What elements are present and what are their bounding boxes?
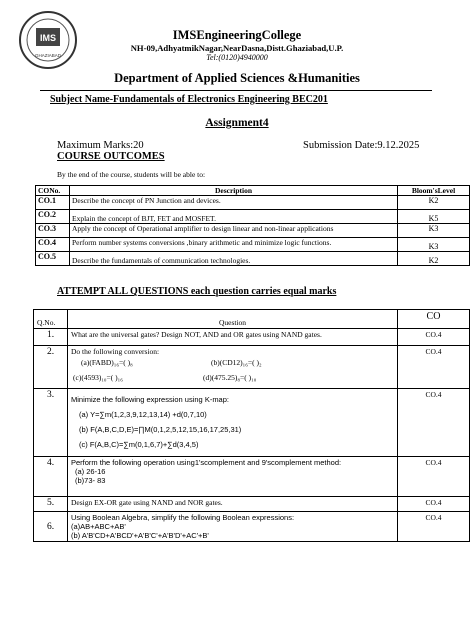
svg-text:GHAZIABAD: GHAZIABAD [34, 53, 62, 58]
co-header: CO [398, 310, 470, 329]
part-a: (a)AB+ABC+AB' [71, 522, 126, 531]
co-level: K2 [398, 252, 470, 266]
qno-header: Q.No. [34, 310, 68, 329]
question-number: 4. [34, 457, 68, 497]
question-text [68, 346, 398, 389]
assignment-title: Assignment4 [205, 117, 269, 129]
course-outcomes-intro: By the end of the course, students will be able to: [57, 170, 206, 179]
co-description: Describe the concept of PN Junction and devices. [70, 196, 398, 210]
question-number: 2. [34, 346, 68, 389]
subject-name: Subject Name-Fundamentals of Electronics Engineering BEC201 [50, 94, 328, 105]
questions-table [33, 309, 470, 542]
table-row [36, 210, 470, 224]
blooms-level-header: Bloom'sLevel [398, 186, 470, 196]
part-c: (c)(4593)₁₀=( )₁₆ [73, 373, 123, 382]
header-divider [40, 90, 432, 91]
table-row [36, 196, 470, 210]
question-header: Question [68, 310, 398, 329]
table-row [36, 238, 470, 252]
question-intro: Perform the following operation using1'scomplement and 9'scomplement method: [71, 458, 342, 467]
co-description: Perform number systems conversions ,binary arithmetic and minimize logic functions. [70, 238, 398, 252]
college-address: NH-09,AdhyatmikNagar,NearDasna,Distt.Ghaziabad,U.P. [130, 43, 344, 53]
question-intro: Using Boolean Algebra, simplify the following Boolean expressions: [71, 513, 295, 522]
table-row [34, 389, 470, 457]
conversion-row-1 [71, 358, 394, 367]
part-d: (d)(475.25)₈=( )₁₀ [203, 373, 257, 382]
svg-text:IMS: IMS [39, 33, 57, 43]
co-description: Describe the fundamentals of communication technologies. [70, 252, 398, 266]
question-co: CO.4 [398, 346, 470, 389]
co-id: CO.5 [36, 252, 70, 266]
max-marks: Maximum Marks:20 [57, 140, 144, 151]
table-header-row [36, 186, 470, 196]
table-row [34, 512, 470, 542]
department-title: Department of Applied Sciences &Humanities [114, 71, 360, 85]
question-number: 6. [34, 512, 68, 542]
co-id: CO.3 [36, 224, 70, 238]
table-header-row [34, 310, 470, 329]
co-id: CO.1 [36, 196, 70, 210]
table-row [36, 224, 470, 238]
table-row [34, 497, 470, 512]
part-b: (b)73- 83 [75, 476, 106, 485]
co-description: Explain the concept of BJT, FET and MOSFET. [70, 210, 398, 224]
part-a: (a)(FABD)₁₆=( )₈ [81, 358, 133, 367]
course-outcomes-table [35, 185, 470, 266]
college-phone: Tel:(0120)4940000 [206, 53, 268, 62]
question-text [68, 389, 398, 457]
question-text: What are the universal gates? Design NOT, AND and OR gates using NAND gates. [68, 329, 398, 346]
co-level: K5 [398, 210, 470, 224]
question-number: 3. [34, 389, 68, 457]
question-co: CO.4 [398, 457, 470, 497]
description-header: Description [70, 186, 398, 196]
co-level: K2 [398, 196, 470, 210]
question-co: CO.4 [398, 497, 470, 512]
question-intro: Do the following conversion: [71, 347, 160, 356]
table-row [34, 346, 470, 389]
course-outcomes-heading: COURSE OUTCOMES [57, 151, 165, 162]
college-name: IMSEngineeringCollege [172, 28, 302, 42]
question-text: Design EX-OR gate using NAND and NOR gates. [68, 497, 398, 512]
co-level: K3 [398, 224, 470, 238]
part-b: (b) A'B'CD+A'BCD'+A'B'C'+A'B'D'+AC'+B' [71, 531, 209, 540]
co-id: CO.2 [36, 210, 70, 224]
table-row [36, 252, 470, 266]
table-row [34, 457, 470, 497]
question-co: CO.4 [398, 512, 470, 542]
part-c: (c) F(A,B,C)=∑m(0,1,6,7)+∑d(3,4,5) [79, 440, 199, 449]
co-level: K3 [398, 238, 470, 252]
questions-heading: ATTEMPT ALL QUESTIONS each question carries equal marks [57, 286, 337, 297]
question-co: CO.4 [398, 389, 470, 457]
question-co: CO.4 [398, 329, 470, 346]
question-intro: Minimize the following expression using K-map: [71, 395, 229, 404]
part-a: (a) 26-16 [75, 467, 106, 476]
co-description: Apply the concept of Operational amplifier to design linear and non-linear applications [70, 224, 398, 238]
table-row [34, 329, 470, 346]
co-id: CO.4 [36, 238, 70, 252]
question-number: 1. [34, 329, 68, 346]
conversion-row-2 [71, 373, 394, 382]
part-b: (b) F(A,B,C,D,E)=∏M(0,1,2,5,12,15,16,17,25,31) [79, 425, 242, 434]
co-no-header: CONo. [36, 186, 70, 196]
part-a: (a) Y=∑m(1,2,3,9,12,13,14) +d(0,7,10) [79, 410, 207, 419]
question-text [68, 457, 398, 497]
part-b: (b)(CD12)₁₆=( )₂ [211, 358, 262, 367]
question-text [68, 512, 398, 542]
submission-date: Submission Date:9.12.2025 [303, 140, 420, 151]
question-number: 5. [34, 497, 68, 512]
